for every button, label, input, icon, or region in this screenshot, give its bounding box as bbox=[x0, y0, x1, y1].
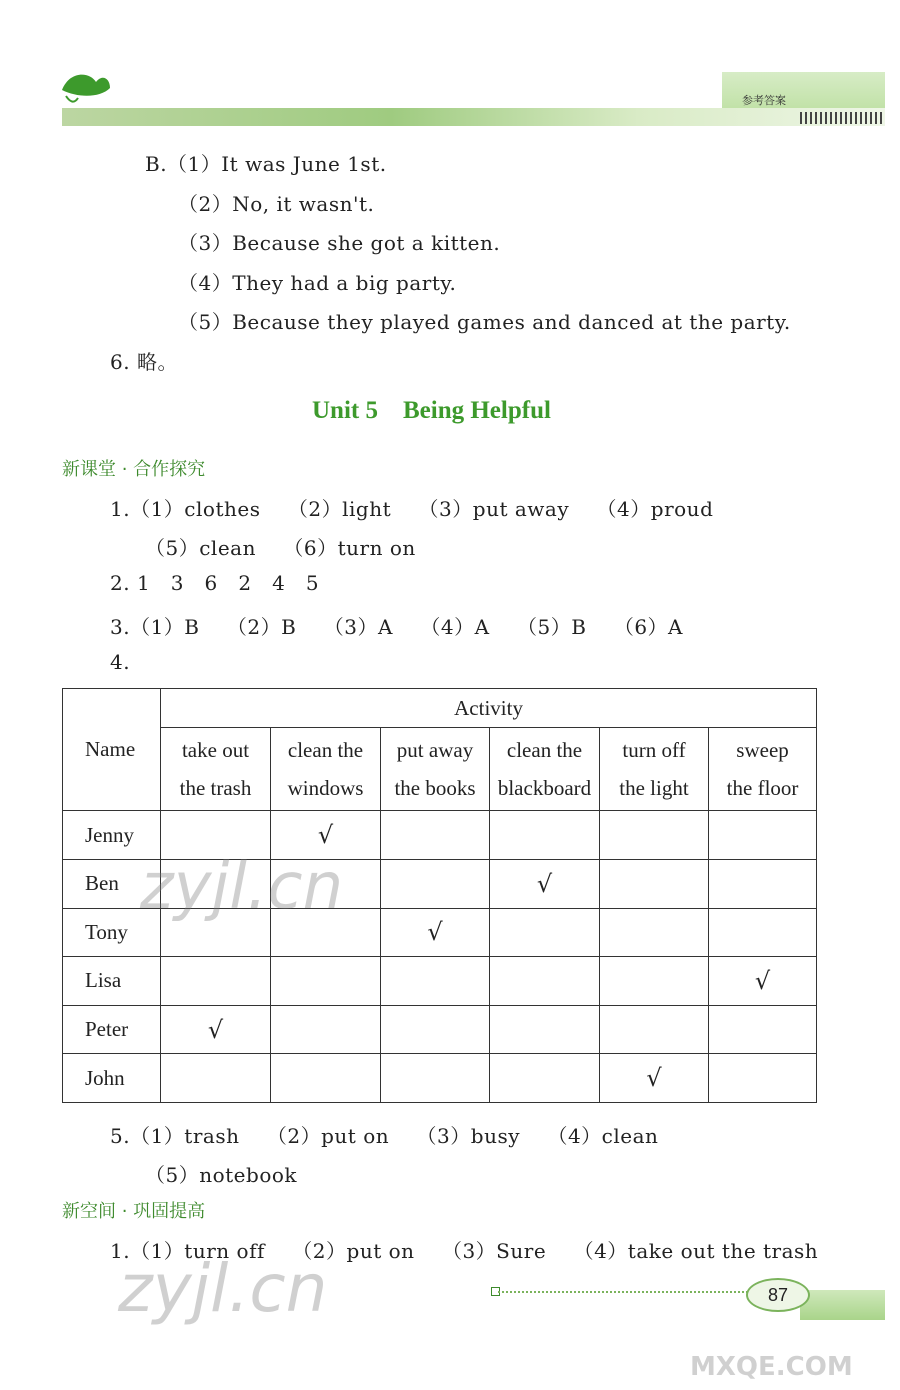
activity-cell bbox=[709, 957, 817, 1006]
section-heading-1: 新课堂 · 合作探究 bbox=[62, 459, 206, 480]
activity-cell bbox=[490, 1054, 600, 1103]
watermark-mxqe: MXQE.COM bbox=[690, 1352, 853, 1382]
activity-cell bbox=[490, 957, 600, 1006]
s2-q1-line: 1.（1）turn off （2）put on （3）Sure （4）take out the trash bbox=[110, 1239, 819, 1263]
answer-b2: （2）No, it wasn't. bbox=[178, 192, 375, 216]
activity-cell: clean the windows bbox=[271, 728, 381, 811]
activity-cell bbox=[381, 908, 490, 957]
check-mark-icon: √ bbox=[536, 869, 553, 898]
header-ticks bbox=[800, 112, 885, 124]
activity-cell bbox=[381, 859, 490, 908]
activity-cell bbox=[161, 957, 271, 1006]
activity-cell bbox=[600, 908, 709, 957]
q4-label: 4. bbox=[110, 650, 131, 674]
activity-cell bbox=[490, 811, 600, 860]
check-mark-icon: √ bbox=[646, 1064, 662, 1093]
activity-cell bbox=[161, 1005, 271, 1054]
page-number: 87 bbox=[746, 1278, 810, 1312]
unit-title: Unit 5 Being Helpful bbox=[312, 397, 551, 424]
activity-cell: put away the books bbox=[381, 728, 490, 811]
section-heading-2: 新空间 · 巩固提高 bbox=[62, 1201, 206, 1222]
q5-line2: （5）notebook bbox=[145, 1163, 298, 1187]
student-name: Jenny bbox=[63, 811, 161, 860]
footer-dotted-rule bbox=[498, 1291, 748, 1293]
watermark-zyjl-1: zyjl.cn bbox=[140, 850, 344, 924]
q3-line: 3.（1）B （2）B （3）A （4）A （5）B （6）A bbox=[110, 615, 683, 639]
check-mark-icon: √ bbox=[754, 966, 771, 995]
activity-cell: take out the trash bbox=[161, 728, 271, 811]
activity-cell bbox=[381, 957, 490, 1006]
activity-cell bbox=[490, 859, 600, 908]
activity-cell bbox=[709, 859, 817, 908]
answer-b3: （3）Because she got a kitten. bbox=[178, 231, 501, 255]
header-bar bbox=[62, 108, 885, 126]
activity-cell: sweep the floor bbox=[709, 728, 817, 811]
check-mark-icon: √ bbox=[207, 1015, 224, 1044]
activity-cell bbox=[271, 1005, 381, 1054]
student-name: John bbox=[63, 1054, 161, 1103]
table-row bbox=[63, 1005, 817, 1054]
footer-bar bbox=[800, 1290, 885, 1320]
activity-cell: turn off the light bbox=[600, 728, 709, 811]
activity-cell bbox=[271, 957, 381, 1006]
answer-b1: B.（1）It was June 1st. bbox=[145, 152, 387, 176]
header-label: 参考答案 bbox=[742, 94, 786, 107]
student-name: Peter bbox=[63, 1005, 161, 1054]
activity-cell bbox=[709, 1054, 817, 1103]
activity-cell bbox=[381, 1005, 490, 1054]
watermark-zyjl-2: zyjl.cn bbox=[118, 1250, 328, 1327]
activity-cell bbox=[490, 1005, 600, 1054]
activity-header: Activity bbox=[161, 689, 817, 728]
activity-cell bbox=[709, 811, 817, 860]
student-name: Lisa bbox=[63, 957, 161, 1006]
activity-cell bbox=[709, 1005, 817, 1054]
leaf-logo-icon bbox=[60, 68, 112, 108]
q1-line2: （5）clean （6）turn on bbox=[145, 536, 416, 560]
table-row bbox=[63, 1054, 817, 1103]
q5-line1: 5.（1）trash （2）put on （3）busy （4）clean bbox=[110, 1124, 659, 1148]
answer-6: 6. 略。 bbox=[110, 350, 178, 374]
student-name: Ben bbox=[63, 859, 161, 908]
table-row bbox=[63, 957, 817, 1006]
name-header: Name bbox=[63, 689, 161, 811]
answer-b4: （4）They had a big party. bbox=[178, 271, 457, 295]
student-name: Tony bbox=[63, 908, 161, 957]
answer-b5: （5）Because they played games and danced at the party. bbox=[178, 310, 791, 334]
activity-cell bbox=[600, 1054, 709, 1103]
activity-cell bbox=[490, 908, 600, 957]
activity-cell bbox=[600, 957, 709, 1006]
check-mark-icon: √ bbox=[317, 821, 334, 850]
activity-cell bbox=[271, 1054, 381, 1103]
activity-cell bbox=[161, 1054, 271, 1103]
activity-cell bbox=[381, 1054, 490, 1103]
activity-cell bbox=[709, 908, 817, 957]
activity-row bbox=[63, 728, 817, 811]
check-mark-icon: √ bbox=[427, 918, 443, 947]
activity-cell bbox=[600, 1005, 709, 1054]
activity-cell: clean the blackboard bbox=[490, 728, 600, 811]
activity-cell bbox=[600, 811, 709, 860]
q2-line: 2. 1 3 6 2 4 5 bbox=[110, 571, 320, 595]
activity-cell bbox=[381, 811, 490, 860]
activity-cell bbox=[600, 859, 709, 908]
q1-line1: 1.（1）clothes （2）light （3）put away （4）proud bbox=[110, 497, 714, 521]
